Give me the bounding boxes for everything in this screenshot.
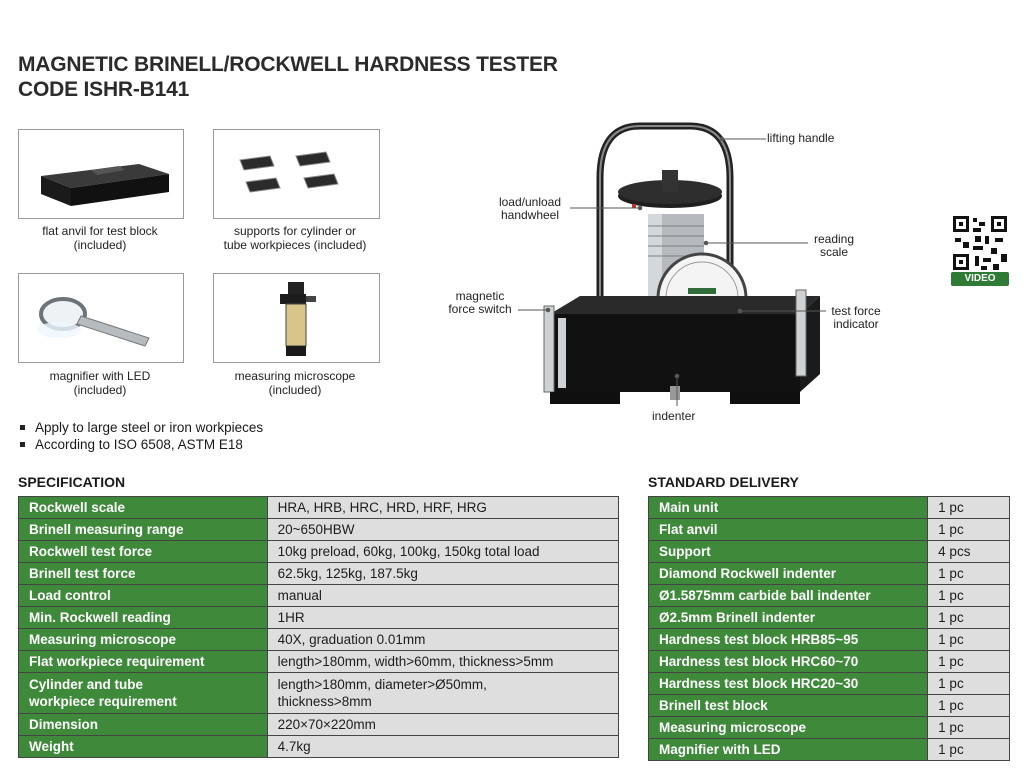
table-row: [649, 739, 1010, 761]
table-row: [649, 629, 1010, 651]
delivery-qty: 1 pc: [928, 717, 1010, 739]
delivery-item: Hardness test block HRC60~70: [649, 651, 928, 673]
table-row: [19, 673, 619, 714]
reading-scale-label: reading scale: [813, 232, 855, 259]
test-force-label: test force indicator: [831, 304, 881, 331]
table-row: [649, 497, 1010, 519]
specification-heading: SPECIFICATION: [18, 474, 126, 490]
spec-value: 1HR: [267, 607, 618, 629]
spec-value: HRA, HRB, HRC, HRD, HRF, HRG: [267, 497, 618, 519]
delivery-qty: 4 pcs: [928, 541, 1010, 563]
spec-key: Measuring microscope: [19, 629, 268, 651]
delivery-qty: 1 pc: [928, 673, 1010, 695]
magnetic-switch-label: magnetic force switch: [448, 289, 512, 316]
supports-caption: supports for cylinder or tube workpieces (included): [223, 224, 367, 252]
spec-value: 220×70×220mm: [267, 714, 618, 736]
delivery-heading: STANDARD DELIVERY: [648, 474, 799, 490]
spec-value: 40X, graduation 0.01mm: [267, 629, 618, 651]
delivery-item: Diamond Rockwell indenter: [649, 563, 928, 585]
table-row: [649, 695, 1010, 717]
table-row: [19, 736, 619, 758]
flat-anvil-caption: flat anvil for test block (included): [42, 224, 158, 252]
handwheel-label: load/unload handwheel: [498, 195, 562, 222]
delivery-item: Flat anvil: [649, 519, 928, 541]
delivery-qty: 1 pc: [928, 739, 1010, 761]
table-row: [649, 541, 1010, 563]
spec-key: Dimension: [19, 714, 268, 736]
delivery-qty: 1 pc: [928, 519, 1010, 541]
delivery-item: Magnifier with LED: [649, 739, 928, 761]
magnifier-caption: magnifier with LED (included): [49, 369, 151, 397]
table-row: [649, 651, 1010, 673]
delivery-item: Main unit: [649, 497, 928, 519]
delivery-qty: 1 pc: [928, 695, 1010, 717]
title-line-code: CODE ISHR-B141: [18, 78, 190, 101]
delivery-item: Measuring microscope: [649, 717, 928, 739]
video-qr-code[interactable]: [951, 214, 1009, 286]
specification-table: [18, 496, 619, 758]
table-row: [649, 717, 1010, 739]
delivery-item: Ø2.5mm Brinell indenter: [649, 607, 928, 629]
table-row: [19, 519, 619, 541]
spec-value: manual: [267, 585, 618, 607]
table-row: [649, 563, 1010, 585]
delivery-qty: 1 pc: [928, 497, 1010, 519]
table-row: [649, 673, 1010, 695]
spec-value: 62.5kg, 125kg, 187.5kg: [267, 563, 618, 585]
video-label: VIDEO: [964, 273, 996, 284]
spec-key: Brinell measuring range: [19, 519, 268, 541]
spec-key: Rockwell test force: [19, 541, 268, 563]
spec-value: length>180mm, diameter>Ø50mm, thickness>8mm: [267, 673, 618, 714]
spec-value: 20~650HBW: [267, 519, 618, 541]
delivery-table: [648, 496, 1010, 761]
spec-key: Brinell test force: [19, 563, 268, 585]
table-row: [19, 714, 619, 736]
delivery-qty: 1 pc: [928, 629, 1010, 651]
lifting-handle-label: lifting handle: [767, 131, 835, 145]
table-row: [19, 651, 619, 673]
table-row: [19, 629, 619, 651]
spec-key: Load control: [19, 585, 268, 607]
spec-key: Min. Rockwell reading: [19, 607, 268, 629]
spec-key: Rockwell scale: [19, 497, 268, 519]
delivery-qty: 1 pc: [928, 585, 1010, 607]
feature-list: [18, 419, 263, 453]
feature-item: According to ISO 6508, ASTM E18: [18, 436, 263, 453]
delivery-item: Ø1.5875mm carbide ball indenter: [649, 585, 928, 607]
microscope-caption: measuring microscope (included): [234, 369, 356, 397]
spec-value: length>180mm, width>60mm, thickness>5mm: [267, 651, 618, 673]
feature-item: Apply to large steel or iron workpieces: [18, 419, 263, 436]
delivery-item: Hardness test block HRC20~30: [649, 673, 928, 695]
delivery-qty: 1 pc: [928, 651, 1010, 673]
spec-key: Weight: [19, 736, 268, 758]
spec-value: 4.7kg: [267, 736, 618, 758]
table-row: [649, 607, 1010, 629]
table-row: [19, 607, 619, 629]
table-row: [649, 519, 1010, 541]
delivery-item: Support: [649, 541, 928, 563]
table-row: [649, 585, 1010, 607]
delivery-qty: 1 pc: [928, 607, 1010, 629]
delivery-item: Brinell test block: [649, 695, 928, 717]
indenter-label: indenter: [652, 409, 696, 423]
delivery-item: Hardness test block HRB85~95: [649, 629, 928, 651]
delivery-qty: 1 pc: [928, 563, 1010, 585]
title-line-product: MAGNETIC BRINELL/ROCKWELL HARDNESS TESTER: [18, 53, 558, 76]
spec-key: Flat workpiece requirement: [19, 651, 268, 673]
spec-value: 10kg preload, 60kg, 100kg, 150kg total load: [267, 541, 618, 563]
spec-key: Cylinder and tube workpiece requirement: [19, 673, 268, 714]
table-row: [19, 541, 619, 563]
table-row: [19, 585, 619, 607]
table-row: [19, 497, 619, 519]
table-row: [19, 563, 619, 585]
